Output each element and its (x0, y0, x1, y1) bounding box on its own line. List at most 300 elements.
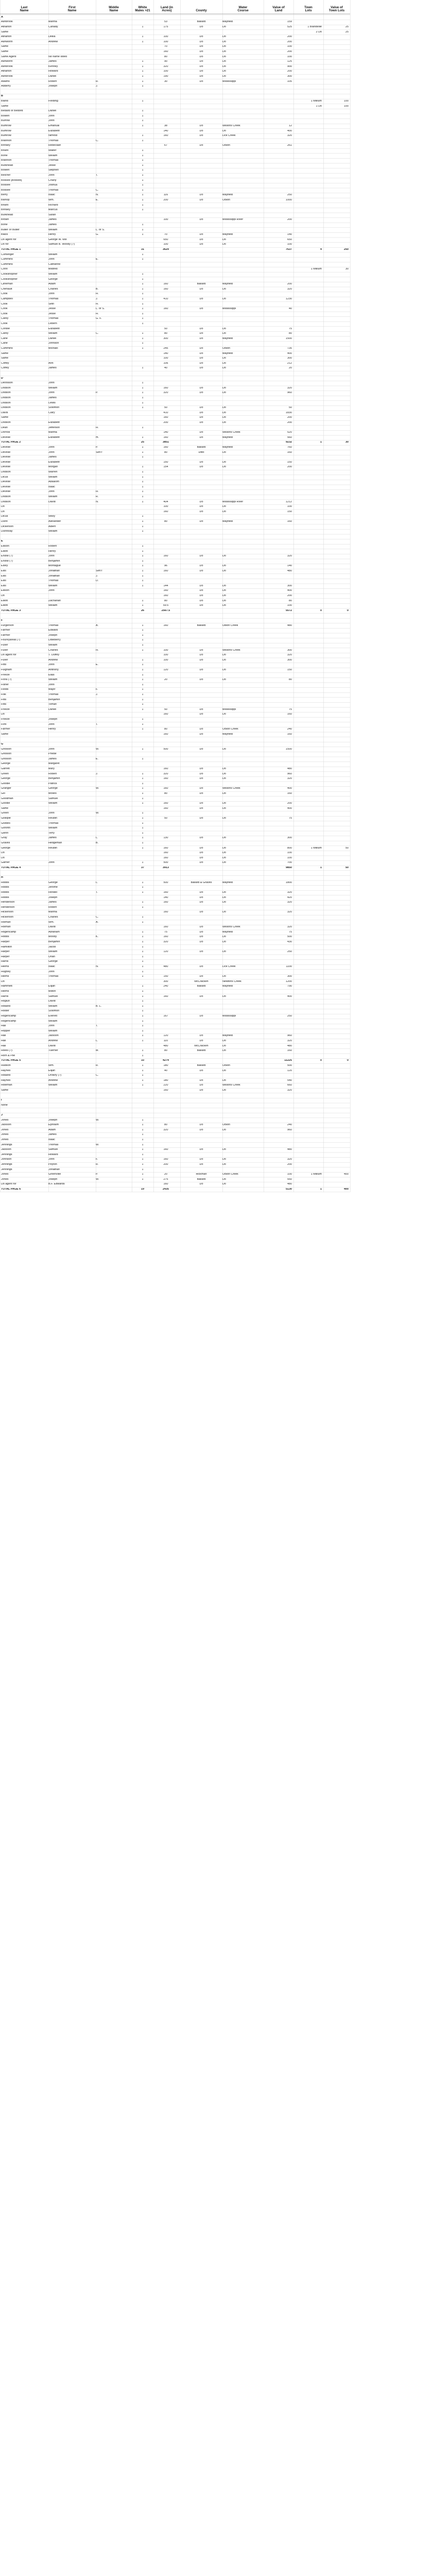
table-row (0, 752, 434, 757)
col-first-name-cell: Elizabeth (48, 327, 60, 330)
col-value-town-lots-cell: 0 (347, 1059, 349, 1062)
col-first-name-cell: Emanual (48, 124, 60, 127)
col-last-name-cell: Gholson (1, 753, 12, 756)
col-county-cell: Do (199, 569, 203, 572)
table-row (0, 985, 434, 990)
col-white-males-cell: 1 (142, 392, 144, 395)
col-land-acres-cell: 500 (163, 748, 168, 751)
table-row (0, 272, 434, 277)
col-water-course-cell: Do (222, 40, 226, 43)
table-row (0, 89, 434, 94)
col-land-acres-cell: 67 (164, 144, 167, 147)
col-water-course-cell: Do (222, 1158, 226, 1161)
table-row (0, 1024, 434, 1029)
col-value-land-cell: 540 (287, 1079, 292, 1082)
col-land-acres-cell: 2435 (163, 1188, 169, 1191)
table-row (0, 871, 434, 876)
col-land-acres-header: Land (in Acres) (160, 5, 173, 12)
col-land-acres-cell: 245 (163, 347, 168, 350)
col-water-course-cell: OBion Creek (222, 1173, 238, 1176)
table-row (0, 1147, 434, 1153)
col-last-name-cell: TOTAL PAGE 1 (1, 248, 21, 251)
col-first-name-cell: Solomon (48, 1010, 60, 1013)
col-value-land-cell: 760 (287, 446, 292, 449)
table-row (0, 960, 434, 965)
col-middle-name-cell: E. (96, 664, 99, 667)
col-white-males-cell: 1 (142, 1143, 144, 1146)
col-first-name-cell: Adam (48, 1128, 56, 1131)
col-first-name-cell: James (48, 837, 57, 840)
col-value-land-cell: 320 (287, 926, 292, 929)
col-value-land-cell: 700 (287, 861, 292, 865)
table-row (0, 633, 434, 638)
col-value-land-cell: 400 (287, 995, 292, 998)
col-first-name-cell: John (48, 114, 55, 117)
col-water-course-cell: Do (222, 1044, 226, 1047)
col-land-acres-cell: 144 (163, 584, 168, 587)
col-county-cell: Do (199, 807, 203, 810)
col-county-cell: Do (199, 940, 203, 943)
col-value-town-lots-cell: 25 (345, 25, 349, 28)
col-last-name-cell: Helms (1, 965, 9, 968)
col-first-name-cell: James (48, 396, 57, 399)
col-last-name-cell: Elliott (1, 550, 8, 553)
col-white-males-cell: 1 (142, 555, 144, 558)
col-town-lots-cell: 1 Millium (310, 846, 322, 850)
table-row (0, 623, 434, 629)
col-land-acres-cell: 480 (163, 965, 168, 968)
table-row (0, 114, 434, 119)
col-white-males-cell: 1 (142, 120, 144, 123)
col-first-name-cell: William (48, 476, 58, 479)
col-last-name-cell: Jennings (1, 1143, 12, 1146)
col-first-name-cell: Margaret (48, 762, 60, 766)
col-last-name-cell: Butler or Butler (1, 228, 20, 231)
table-row (0, 1143, 434, 1148)
table-row (0, 692, 434, 698)
col-middle-name-cell: L. (96, 1039, 98, 1042)
col-last-name-cell: Green (1, 812, 9, 815)
col-white-males-cell: 1 (142, 960, 144, 963)
col-last-name-cell: Goforth (1, 827, 10, 830)
col-white-males-cell: 1 (142, 782, 144, 785)
col-water-course-cell: Do (222, 297, 226, 300)
table-row (0, 1004, 434, 1009)
col-value-land-cell: 960 (287, 392, 292, 395)
col-county-cell: Do (199, 337, 203, 340)
table-row (0, 772, 434, 777)
col-land-acres-cell: 3913 (163, 866, 169, 869)
col-white-males-cell: 31 (141, 248, 144, 251)
col-county-cell: Do (199, 901, 203, 904)
col-value-land-cell: 80 (289, 599, 292, 602)
col-last-name-cell: Jones (1, 1133, 9, 1137)
col-first-name-cell: Martha (48, 431, 57, 434)
col-county-cell: Ballard (197, 283, 206, 286)
col-land-acres-cell: 20 (164, 1173, 167, 1176)
col-county-cell: Do (199, 25, 203, 28)
col-county-cell: Do (199, 1035, 203, 1038)
col-last-name-cell: Devese (1, 490, 11, 494)
table-row (0, 124, 434, 129)
col-value-land-cell: 550 (287, 1178, 292, 1181)
col-middle-name-cell: C. (96, 1074, 99, 1077)
col-last-name-cell: Hogencamp (1, 1020, 16, 1023)
col-last-name-cell: Horn & Pile (1, 1054, 15, 1057)
col-last-name-cell: Goodman (1, 797, 13, 800)
col-county-cell: Do (199, 233, 203, 236)
col-value-land-cell: 75 (289, 327, 292, 330)
col-value-land-cell: 9850 (286, 866, 292, 869)
col-value-land-cell: 1830 (286, 411, 292, 414)
col-last-name-cell: D (1, 377, 3, 380)
col-white-males-cell: 1 (142, 748, 144, 751)
col-last-name-cell: Holman (1, 926, 11, 929)
col-last-name-cell: Dodson (1, 396, 11, 399)
col-water-course-cell: Do (222, 1039, 226, 1042)
col-last-name-cell: Garrett (1, 767, 10, 770)
table-row (0, 267, 434, 273)
table-row (0, 554, 434, 559)
col-land-acres-cell: 160 (163, 283, 168, 286)
page-total-row (0, 866, 434, 871)
col-first-name-cell: James (48, 901, 57, 904)
col-white-males-cell: 1 (142, 317, 144, 320)
col-last-name-cell: Atharton (1, 25, 12, 28)
col-land-acres-cell: 410 (163, 411, 168, 414)
col-first-name-cell: Milton (48, 990, 56, 993)
col-white-males-cell: 1 (142, 1014, 144, 1018)
col-white-males-cell: 1 (142, 308, 144, 311)
col-county-cell: Do (199, 287, 203, 291)
col-land-acres-cell: 200 (163, 198, 168, 201)
col-white-males-cell: 1 (142, 485, 144, 488)
col-value-land-cell: 300 (287, 837, 292, 840)
col-last-name-cell: Hickerson (1, 916, 13, 919)
table-row (0, 460, 434, 465)
col-water-course-cell: Do (222, 594, 226, 597)
col-last-name-cell: Campbell (1, 297, 13, 300)
col-last-name-cell: Bland (1, 99, 8, 103)
table-row (0, 173, 434, 178)
col-land-acres-cell: 59.5 (163, 604, 169, 607)
col-middle-name-cell: D. (96, 580, 99, 583)
col-water-course-cell: Mayfield (222, 985, 233, 988)
col-first-name-cell: Tuerner (48, 1049, 58, 1053)
col-last-name-cell: Bossee [Bossee] (1, 179, 22, 182)
table-row (0, 677, 434, 683)
table-row (0, 836, 434, 841)
col-middle-name-cell: N. (96, 500, 99, 503)
table-row (0, 168, 434, 174)
table-row (0, 1177, 434, 1182)
col-first-name-cell: George (48, 787, 58, 790)
col-first-name-cell: Joseph (48, 718, 58, 721)
col-county-cell: Do (199, 817, 203, 820)
col-last-name-cell: Ashbrook (1, 75, 13, 78)
col-middle-name-cell: P. (96, 392, 98, 395)
col-county-cell: Do (199, 308, 203, 311)
col-land-acres-cell: 80 (164, 728, 167, 731)
col-first-name-cell: Rebeckah (48, 144, 61, 147)
col-first-name-cell: John (48, 812, 55, 815)
table-row (0, 49, 434, 55)
col-first-name-cell: John (48, 748, 55, 751)
col-water-course-cell: Do (222, 1128, 226, 1131)
col-county-cell: Do (199, 777, 203, 781)
col-land-acres-cell: 75 (164, 930, 167, 934)
col-first-name-cell: Morgan (48, 466, 58, 469)
table-row (0, 559, 434, 564)
col-first-name-cell: Thomas (48, 975, 59, 978)
table-row (0, 218, 434, 223)
col-first-name-cell: Elizabeth (48, 461, 60, 464)
col-first-name-cell: Elijah (48, 1069, 56, 1072)
table-row (0, 643, 434, 648)
col-water-course-cell: Do (222, 802, 226, 805)
col-county-header: County (196, 8, 207, 12)
col-first-name-cell: Montague (48, 565, 61, 568)
col-middle-name-cell: J. (96, 772, 98, 775)
table-row (0, 59, 434, 64)
col-last-name-cell: Farmer (1, 728, 10, 731)
col-last-name-cell: Helms (1, 990, 9, 993)
col-county-cell: Do (199, 748, 203, 751)
table-row (0, 1158, 434, 1163)
col-land-acres-cell: 4274 (163, 1059, 169, 1062)
col-value-land-cell: 100 (287, 856, 292, 859)
table-row (0, 599, 434, 604)
col-last-name-cell: Adams (1, 80, 10, 83)
col-first-name-cell: Uriah (48, 955, 55, 958)
col-value-land-cell: 261 (287, 144, 292, 147)
col-middle-name-cell: Sen'r (96, 569, 102, 572)
col-county-cell: Do (199, 926, 203, 929)
col-last-name-cell: Chenault (1, 287, 12, 291)
table-row (0, 480, 434, 485)
col-land-acres-cell: 160 (163, 777, 168, 781)
col-first-name-cell: Samuel (48, 797, 58, 800)
table-row (0, 154, 434, 159)
col-middle-name-cell: L. (96, 837, 98, 840)
col-land-acres-cell: 160 (163, 926, 168, 929)
col-water-course-cell: Mayfield (222, 337, 233, 340)
col-last-name-cell: Coffey (1, 362, 9, 365)
col-county-cell: Do (199, 1124, 203, 1127)
col-last-name-cell: Gill (1, 792, 5, 795)
col-last-name-cell: Gholson (1, 748, 12, 751)
col-white-males-cell: 1 (142, 342, 144, 345)
col-first-name-cell: Elias (48, 673, 55, 676)
table-row (0, 243, 434, 248)
col-county-cell: Do (199, 70, 203, 73)
col-white-males-cell: 1 (142, 688, 144, 691)
col-land-acres-cell: 100 (163, 357, 168, 360)
col-last-name-cell: Elliott (1, 599, 8, 602)
col-first-name-cell: Absalom (48, 481, 59, 484)
col-first-name-cell: Hedgeman (48, 841, 62, 844)
table-row (0, 515, 434, 520)
table-row (0, 1054, 434, 1059)
col-county-cell: Do (199, 520, 203, 523)
table-row (0, 796, 434, 802)
col-county-cell: Do (199, 50, 203, 53)
col-white-males-cell: 1 (142, 930, 144, 934)
col-middle-name-cell: A. (96, 624, 99, 627)
letter-section-row (0, 875, 434, 880)
col-first-name-cell: Daniel (48, 110, 57, 113)
col-value-land-cell: 100 (287, 505, 292, 509)
col-water-course-cell: Do (222, 748, 226, 751)
table-row (0, 747, 434, 752)
col-first-name-cell: Wm. (48, 198, 55, 201)
col-first-name-cell: John (48, 555, 55, 558)
col-white-males-cell: 1 (142, 861, 144, 865)
col-white-males-cell: 1 (142, 550, 144, 553)
col-last-name-cell: Hudson (1, 1064, 11, 1067)
col-first-name-cell: George W. Mix (48, 238, 67, 241)
col-county-cell: Do (199, 584, 203, 587)
col-value-land-cell: 200 (287, 36, 292, 39)
col-county-cell: Do (199, 565, 203, 568)
col-value-land-cell: 800 (287, 846, 292, 850)
col-water-course-cell: Do (222, 70, 226, 73)
col-white-males-cell: 1 (142, 1128, 144, 1131)
col-town-lots-header: Town Lots (304, 5, 313, 12)
col-last-name-cell: Hickerson (1, 911, 13, 914)
col-land-acres-cell: 300 (163, 337, 168, 340)
col-white-males-cell: 1 (142, 114, 144, 117)
col-last-name-cell: Carey (1, 332, 9, 335)
table-row (0, 292, 434, 297)
col-land-acres-cell: 80 (164, 599, 167, 602)
col-first-name-cell: Edward (48, 629, 58, 632)
col-value-land-cell: 250 (287, 951, 292, 954)
col-first-name-cell: David (48, 1000, 56, 1003)
col-white-males-cell: 1 (142, 604, 144, 607)
col-value-land-cell: 300 (287, 658, 292, 662)
col-white-males-cell: 1 (142, 634, 144, 637)
col-water-course-cell: Do (222, 654, 226, 657)
table-row (0, 158, 434, 163)
col-first-name-cell: Isaac (48, 194, 55, 197)
col-middle-name-cell: B. (96, 287, 99, 291)
table-row (0, 45, 434, 50)
col-town-lots-cell: 1 Millium (310, 268, 322, 271)
col-county-cell: Do (199, 362, 203, 365)
page-total-row (0, 1059, 434, 1064)
col-water-course-cell: Do (222, 679, 226, 682)
table-row (0, 880, 434, 886)
col-last-name-cell: Do agent for (1, 238, 16, 241)
col-white-males-cell: 1 (142, 846, 144, 850)
col-county-cell: Do (199, 1089, 203, 1092)
col-white-males-cell: 1 (142, 470, 144, 473)
col-first-name-cell: Drowry (?) (48, 1074, 62, 1077)
col-land-acres-cell: 160 (163, 1089, 168, 1092)
col-value-land-cell: 300 (287, 357, 292, 360)
col-water-course-cell: Mayfield (222, 436, 233, 439)
col-white-males-cell: 1 (142, 965, 144, 968)
col-white-males-cell: 1 (142, 386, 144, 389)
col-water-course-cell: OBion (222, 1124, 230, 1127)
col-first-name-cell: David (48, 1044, 56, 1047)
col-first-name-cell: Tilman (48, 703, 57, 706)
col-value-land-cell: 300 (287, 649, 292, 652)
col-water-course-cell: Lick Creek (222, 134, 236, 138)
table-row (0, 321, 434, 327)
col-last-name-cell: Bossee (1, 184, 10, 187)
table-row (0, 163, 434, 168)
col-value-land-cell: 320 (287, 1089, 292, 1092)
col-last-name-cell: Gholson (1, 757, 12, 760)
col-white-males-cell: 1 (142, 347, 144, 350)
table-row (0, 544, 434, 549)
col-first-name-cell: Andrew (48, 40, 58, 43)
col-first-name-cell: Greenville (48, 1173, 61, 1176)
col-white-males-cell: 1 (142, 1163, 144, 1166)
table-row (0, 579, 434, 584)
col-water-course-cell: Wilsons Creek (222, 431, 240, 434)
table-row (0, 945, 434, 950)
col-water-course-cell: Do (222, 243, 226, 246)
col-county-cell: Do (199, 392, 203, 395)
col-town-lots-cell: 1 (320, 441, 322, 444)
col-land-acres-cell: 160 (163, 1158, 168, 1161)
col-first-name-cell: Samuel B. Woody (?) (48, 243, 75, 246)
col-white-males-cell: 1 (142, 1124, 144, 1127)
table-row (0, 663, 434, 668)
table-row (0, 628, 434, 633)
col-last-name-cell: Harris (1, 960, 9, 963)
col-last-name-cell: Ellis (1, 580, 6, 583)
col-water-course-cell: Do (222, 569, 226, 572)
col-value-land-cell: 320 (287, 134, 292, 138)
col-white-males-cell: 1 (142, 643, 144, 647)
col-middle-name-cell: H. (96, 649, 99, 652)
col-first-name-cell: Wm. (48, 921, 55, 924)
col-water-course-cell: Do (222, 856, 226, 859)
table-row (0, 282, 434, 287)
col-middle-name-cell: T. (96, 1025, 98, 1028)
col-land-acres-cell: 100 (163, 505, 168, 509)
col-land-acres-cell: 70 (164, 233, 167, 236)
col-last-name-cell: Hogencamp (1, 930, 16, 934)
col-white-males-header: White Males >21 (135, 5, 150, 12)
table-row (0, 1019, 434, 1024)
col-last-name-cell: TOTAL PAGE 6 (1, 1188, 21, 1191)
col-last-name-cell: Dodson (1, 386, 11, 389)
col-water-course-cell: Mayfield (222, 446, 233, 449)
col-last-name-cell: Givides (1, 822, 10, 825)
col-last-name-cell: Fitts (1, 664, 7, 667)
col-value-land-cell: 735 (287, 347, 292, 350)
col-value-land-cell: 200 (287, 283, 292, 286)
col-water-course-cell: Do (222, 386, 226, 389)
col-value-land-cell: 300 (287, 584, 292, 587)
col-last-name-cell: Dunn (1, 520, 8, 523)
col-land-acres-cell: 160 (163, 901, 168, 904)
col-white-males-cell: 1 (142, 273, 144, 276)
table-row (0, 653, 434, 658)
col-water-course-cell: Newtons Creek (222, 980, 241, 983)
col-value-land-cell: 320 (287, 901, 292, 904)
col-first-name-cell: Charles (48, 916, 58, 919)
col-land-acres-cell: 160 (163, 787, 168, 790)
col-county-cell: Do (199, 416, 203, 419)
col-county-cell: Do (199, 461, 203, 464)
col-value-land-cell: 9232 (286, 441, 292, 444)
